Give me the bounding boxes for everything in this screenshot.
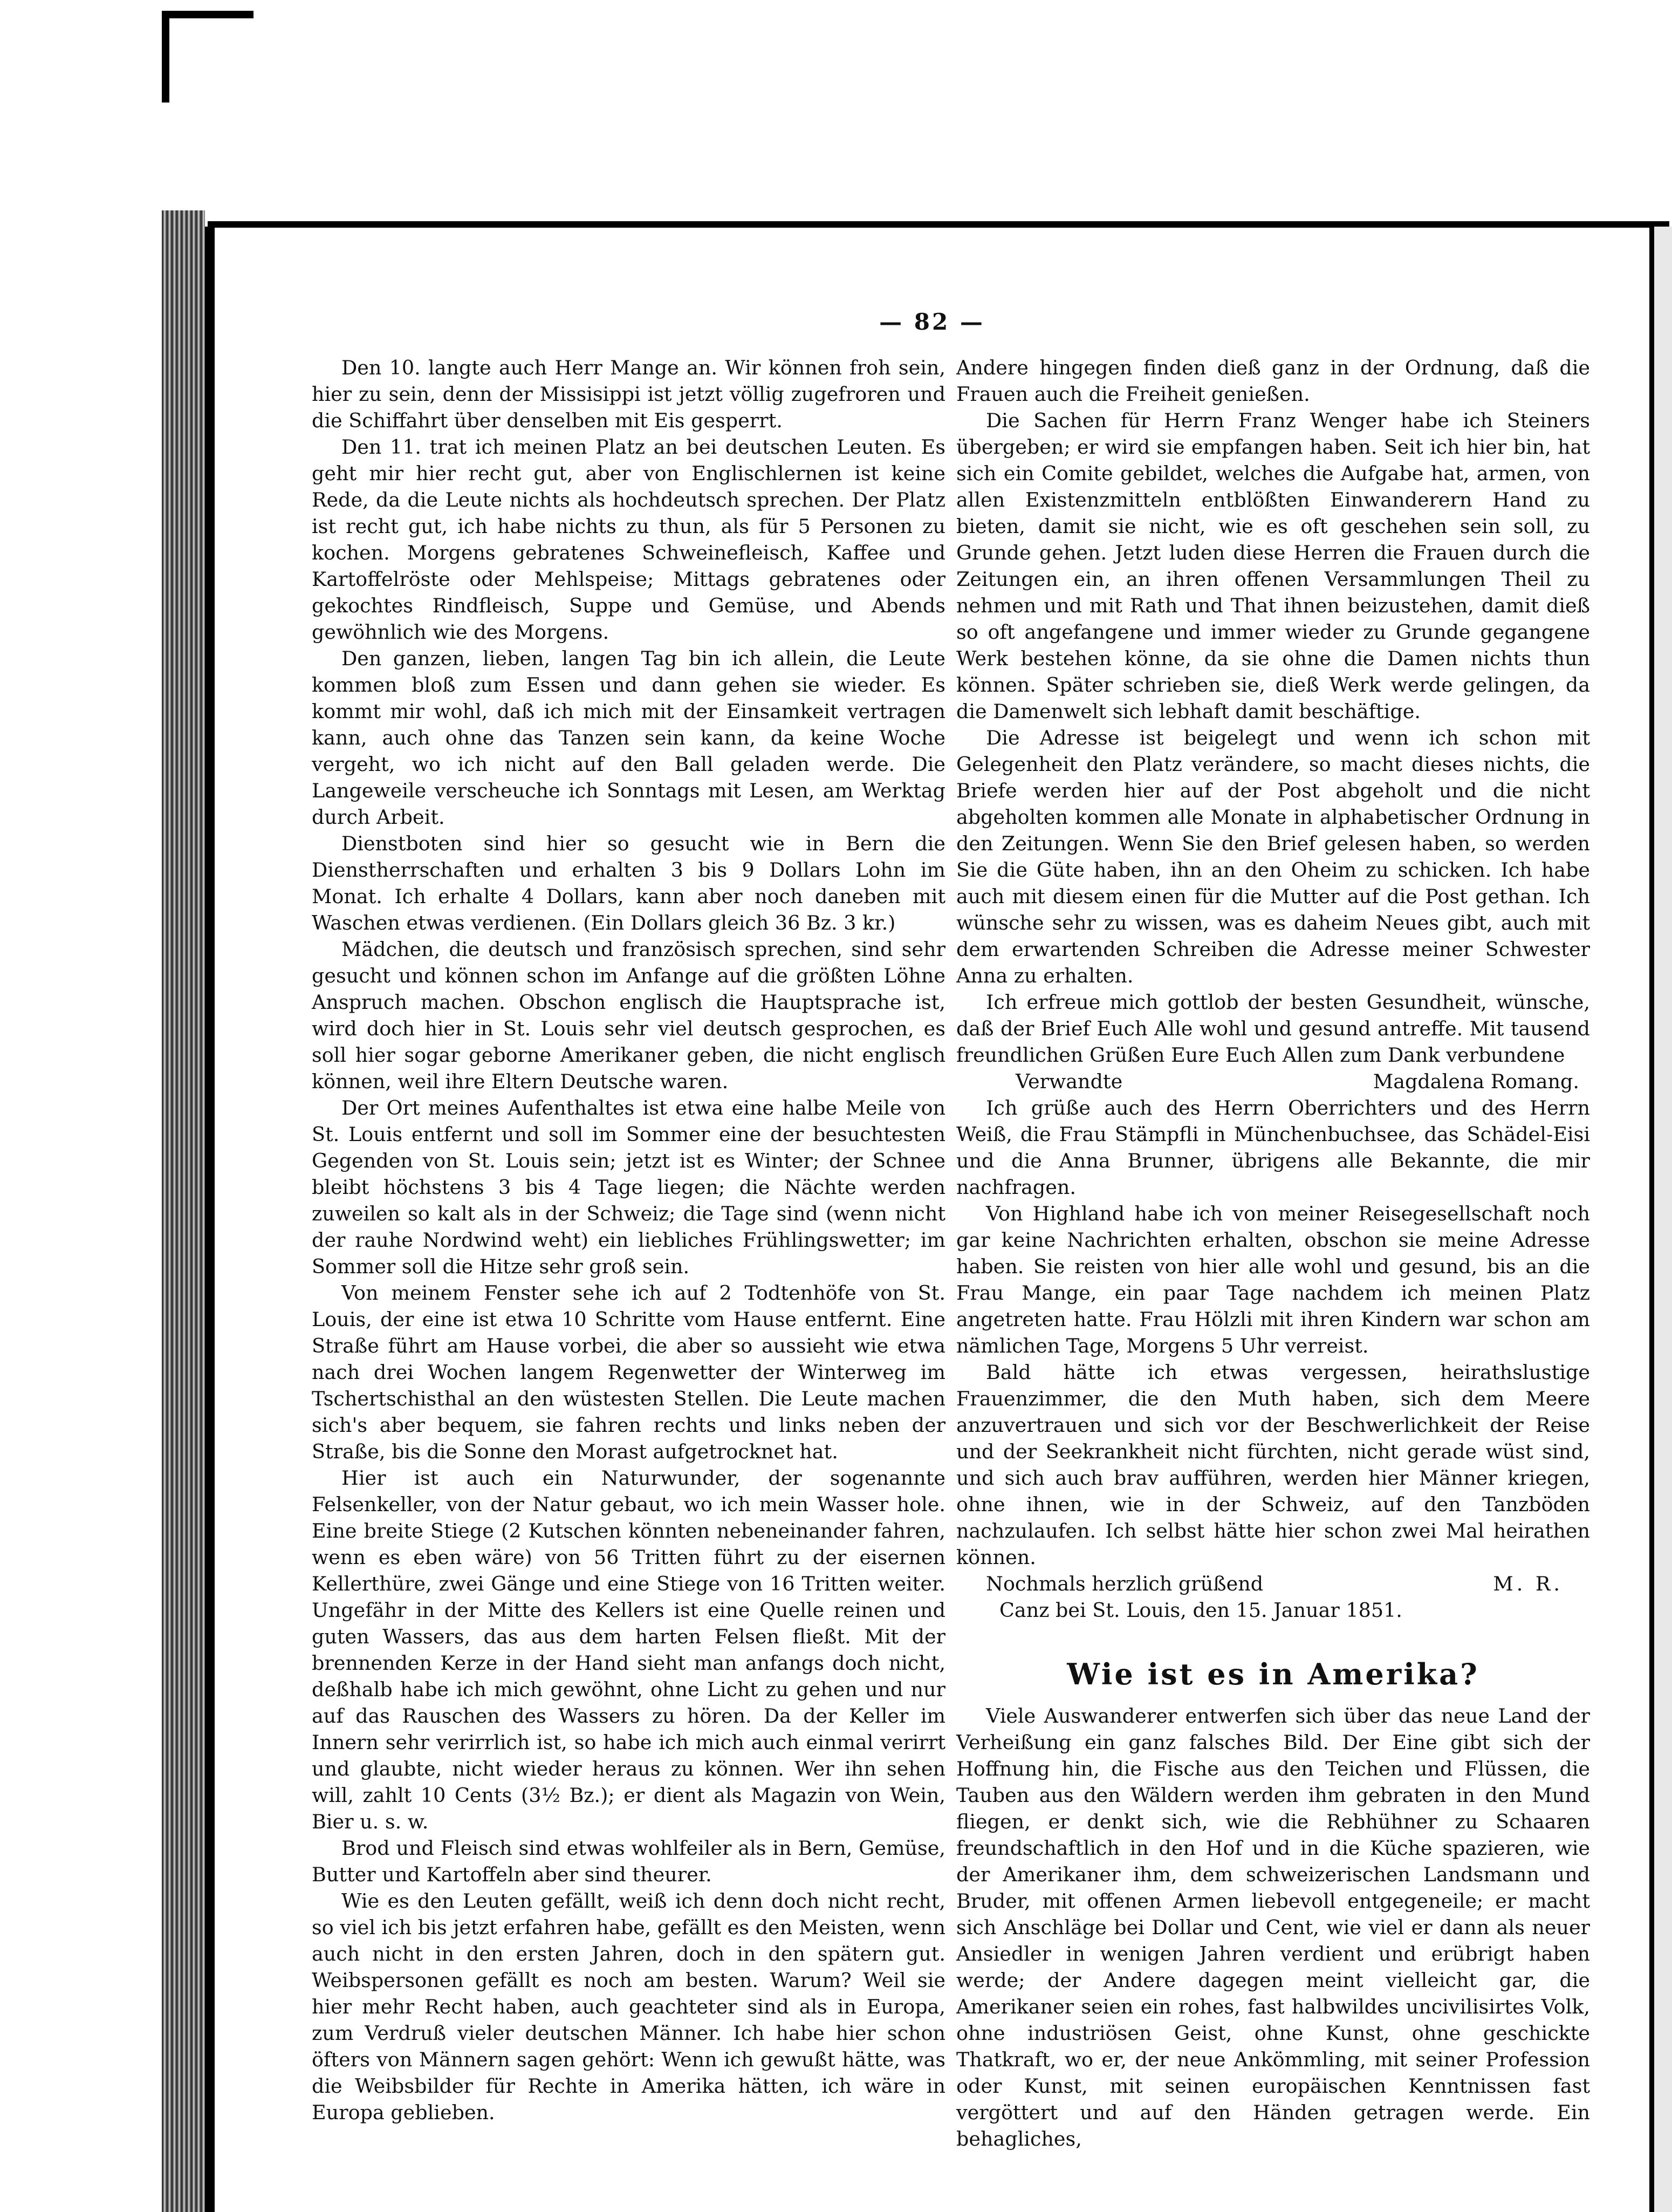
paragraph: Mädchen, die deutsch und französisch sprechen, sind sehr gesucht und können schon im Anfange auf die größten Löhne Anspruch machen. Obschon englisch die Hauptsprache ist, wird doch hier in St. Louis sehr viel deutsch gesprochen, es soll hier sogar geborne Amerikaner geben, die nicht englisch können, weil ihre Eltern Deutsche waren. <box>312 938 945 1093</box>
binding-fold <box>205 227 211 2212</box>
closing-line <box>956 1571 1590 1597</box>
paragraph: Von meinem Fenster sehe ich auf 2 Todtenhöfe von St. Louis, der eine ist etwa 10 Schritte vom Hause entfernt. Eine Straße führt am Hause vorbei, die aber so aussieht wie etwa nach drei Wochen langem Regenwetter der Winterweg im Tschertschisthal an den wüstesten Stellen. Die Leute machen sich's aber bequem, sie fahren rechts und links neben der Straße, bis die Sonne den Morast aufgetrocknet hat. <box>312 1281 945 1463</box>
paragraph: Den ganzen, lieben, langen Tag bin ich allein, die Leute kommen bloß zum Essen und dann gehen sie wieder. Es kommt mir wohl, daß ich mich mit der Einsamkeit vertragen kann, auch ohne das Tanzen sein kann, da keine Woche vergeht, wo ich nicht auf den Ball geladen werde. Die Langeweile verscheuche ich Sonntags mit Lesen, am Werktag durch Arbeit. <box>312 647 945 829</box>
closing-initials: M. R. <box>1493 1572 1563 1595</box>
paragraph: Andere hingegen finden dieß ganz in der Ordnung, daß die Frauen auch die Freiheit genießen. <box>956 356 1590 406</box>
paragraph: Die Sachen für Herrn Franz Wenger habe ich Steiners übergeben; er wird sie empfangen haben. Seit ich hier bin, hat sich ein Comite gebildet, welches die Aufgabe hat, armen, von allen Existenzmitteln entblößten Einwanderern Hand zu bieten, damit sie nicht, wie es oft geschehen sein soll, zu Grunde gehen. Jetzt luden diese Herren die Frauen durch die Zeitungen ein, an ihren offenen Versammlungen Theil zu nehmen und mit Rath und That ihnen beizustehen, damit dieß so oft angefangene und immer wieder zu Grunde gegangene Werk bestehen könne, da sie ohne die Damen nichts thun können. Später schrieben sie, dieß Werk werde gelingen, da die Damenwelt sich lebhaft damit beschäftige. <box>956 409 1590 723</box>
book-edge <box>0 0 208 2212</box>
paragraph: Ich erfreue mich gottlob der besten Gesundheit, wünsche, daß der Brief Euch Alle wohl und gesund antreffe. Mit tausend freundlichen Grüßen Eure Euch Allen zum Dank verbundene <box>956 991 1590 1067</box>
right-column <box>956 354 1590 2152</box>
paragraph: Ich grüße auch des Herrn Oberrichters und des Herrn Weiß, die Frau Stämpfli in Münchenbuchsee, das Schädel-Eisi und die Anna Brunner, übrigens alle Bekannte, die mir nachfragen. <box>956 1096 1590 1199</box>
paragraph: Brod und Fleisch sind etwas wohlfeiler als in Bern, Gemüse, Butter und Kartoffeln aber sind theurer. <box>312 1836 945 1886</box>
paragraph: Dienstboten sind hier so gesucht wie in Bern die Dienstherrschaften und erhalten 3 bis 9 Dollars Lohn im Monat. Ich erhalte 4 Dollars, kann aber noch daneben mit Waschen etwas verdienen. (Ein Dollars gleich 36 Bz. 3 kr.) <box>312 832 945 934</box>
signature-relation: Verwandte <box>1016 1070 1123 1093</box>
paragraph: Hier ist auch ein Naturwunder, der sogenannte Felsenkeller, von der Natur gebaut, wo ich mein Wasser hole. Eine breite Stiege (2 Kutschen könnten nebeneinander fahren, wenn es eben wäre) von 56 Tritten führt zu der eisernen Kellerthüre, zwei Gänge und eine Stiege von 16 Tritten weiter. Ungefähr in der Mitte des Kellers ist eine Quelle reinen und guten Wassers, das aus dem harten Felsen fließt. Mit der brennenden Kerze in der Hand sieht man anfangs doch nicht, deßhalb habe ich mich gewöhnt, ohne Licht zu gehen und nur auf das Rauschen des Wassers zu hören. Da der Keller im Innern sehr verirrlich ist, so habe ich mich auch einmal verirrt und glaubte, nicht wieder heraus zu können. Wer ihn sehen will, zahlt 10 Cents (3½ Bz.); er dient als Magazin von Wein, Bier u. s. w. <box>312 1466 945 1833</box>
section-paragraph: Viele Auswanderer entwerfen sich über das neue Land der Verheißung ein ganz falsches Bild. Der Eine gibt sich der Hoffnung hin, die Fische aus den Teichen und Flüssen, die Tauben aus den Wäldern werden ihm gebraten in den Mund fliegen, er denkt sich, wie die Rebhühner zu Schaaren freundschaftlich in den Hof und in die Küche spazieren, wie der Amerikaner ihm, dem schweizerischen Landsmann und Bruder, mit offenen Armen liebevoll entgegeneile; er macht sich Anschläge bei Dollar und Cent, wie viel er dann als neuer Ansiedler in wenigen Jahren verdient und erübrigt haben werde; der Andere dagegen meint vielleicht gar, die Amerikaner seien ein rohes, fast halbwildes uncivilisirtes Volk, ohne industriösen Geist, ohne Kunst, ohne geschickte Thatkraft, wo er, der neue Ankömmling, mit seiner Profession oder Kunst, mit seinen europäischen Kenntnissen fast vergöttert und auf den Händen getragen werde. Ein behagliches, <box>956 1704 1590 2150</box>
paragraph: Der Ort meines Aufenthaltes ist etwa eine halbe Meile von St. Louis entfernt und soll im Sommer eine der besuchtesten Gegenden von St. Louis sein; jetzt ist es Winter; der Schnee bleibt höchstens 3 bis 4 Tage liegen; die Nächte werden zuweilen so kalt als in der Schweiz; die Tage sind (wenn nicht der rauhe Nordwind weht) ein liebliches Frühlingswetter; im Sommer soll die Hitze sehr groß sein. <box>312 1096 945 1278</box>
closing-greeting: Nochmals herzlich grüßend <box>986 1572 1264 1595</box>
corner-mark-vertical <box>162 11 169 103</box>
page <box>211 228 1649 2212</box>
section-title: Wie ist es in Amerika? <box>1067 1657 1479 1691</box>
paragraph: Den 11. trat ich meinen Platz an bei deutschen Leuten. Es geht mir hier recht gut, aber von Englischlernen ist keine Rede, da die Leute nichts als hochdeutsch sprechen. Der Platz ist recht gut, ich habe nichts zu thun, als für 5 Personen zu kochen. Morgens gebratenes Schweinefleisch, Kaffee und Kartoffelröste oder Mehlspeise; Mittags gebratenes oder gekochtes Rindfleisch, Suppe und Gemüse, und Abends gewöhnlich wie des Morgens. <box>312 435 945 644</box>
paragraph: Bald hätte ich etwas vergessen, heirathslustige Frauenzimmer, die den Muth haben, sich dem Meere anzuvertrauen und sich vor der Beschwerlichkeit der Reise und der Seekrankheit nicht fürchten, nicht gerade wüst sind, und sich auch brav aufführen, werden hier Männer kriegen, ohne ihnen, wie in der Schweiz, auf den Tanzböden nachzulaufen. Ich selbst hätte hier schon zwei Mal heirathen können. <box>956 1361 1590 1569</box>
letter-signature <box>956 1068 1590 1095</box>
corner-mark-horizontal <box>162 11 253 18</box>
paragraph: Von Highland habe ich von meiner Reisegesellschaft noch gar keine Nachrichten erhalten, obschon sie meine Adresse haben. Sie reisten von hier alle wohl und gesund, bis an die Frau Mange, ein paar Tage nachdem ich meinen Platz angetreten hatte. Frau Hölzli mit ihren Kindern war schon am nämlichen Tage, Morgens 5 Uhr verreist. <box>956 1202 1590 1357</box>
dateline: Canz bei St. Louis, den 15. Januar 1851. <box>999 1599 1402 1622</box>
paragraph: Wie es den Leuten gefällt, weiß ich denn doch nicht recht, so viel ich bis jetzt erfahren habe, gefällt es den Meisten, wenn auch nicht in den ersten Jahren, doch in den spätern gut. Weibspersonen gefällt es noch am besten. Warum? Weil sie hier mehr Recht haben, auch geachteter sind als in Europa, zum Verdruß vieler deutschen Männer. Ich habe hier schon öfters von Männern sagen gehört: Wenn ich gewußt hätte, was die Weibsbilder für Rechte in Amerika hätten, ich wäre in Europa geblieben. <box>312 1889 945 2124</box>
page-stack <box>162 210 205 2212</box>
page-right-shadow <box>1654 227 1672 2212</box>
page-number: — 82 — <box>879 309 985 335</box>
left-column <box>312 354 945 2126</box>
paragraph: Den 10. langte auch Herr Mange an. Wir können froh sein, hier zu sein, denn der Missisippi ist jetzt völlig zugefroren und die Schiffahrt über denselben mit Eis gesperrt. <box>312 356 945 432</box>
signature-name: Magdalena Romang. <box>1373 1070 1579 1093</box>
page-top-border <box>208 221 1669 228</box>
paragraph: Die Adresse ist beigelegt und wenn ich schon mit Gelegenheit den Platz verändere, so macht dieses nichts, die Briefe werden hier auf der Post abgeholt und die nicht abgeholten kommen alle Monate in alphabetischer Ordnung in den Zeitungen. Wenn Sie den Brief gelesen haben, so werden Sie die Güte haben, ihn an den Oheim zu schicken. Ich habe auch mit diesem einen für die Mutter auf die Post gethan. Ich wünsche sehr zu wissen, was es daheim Neues gibt, auch mit dem erwartenden Schreiben die Adresse meiner Schwester Anna zu erhalten. <box>956 726 1590 987</box>
